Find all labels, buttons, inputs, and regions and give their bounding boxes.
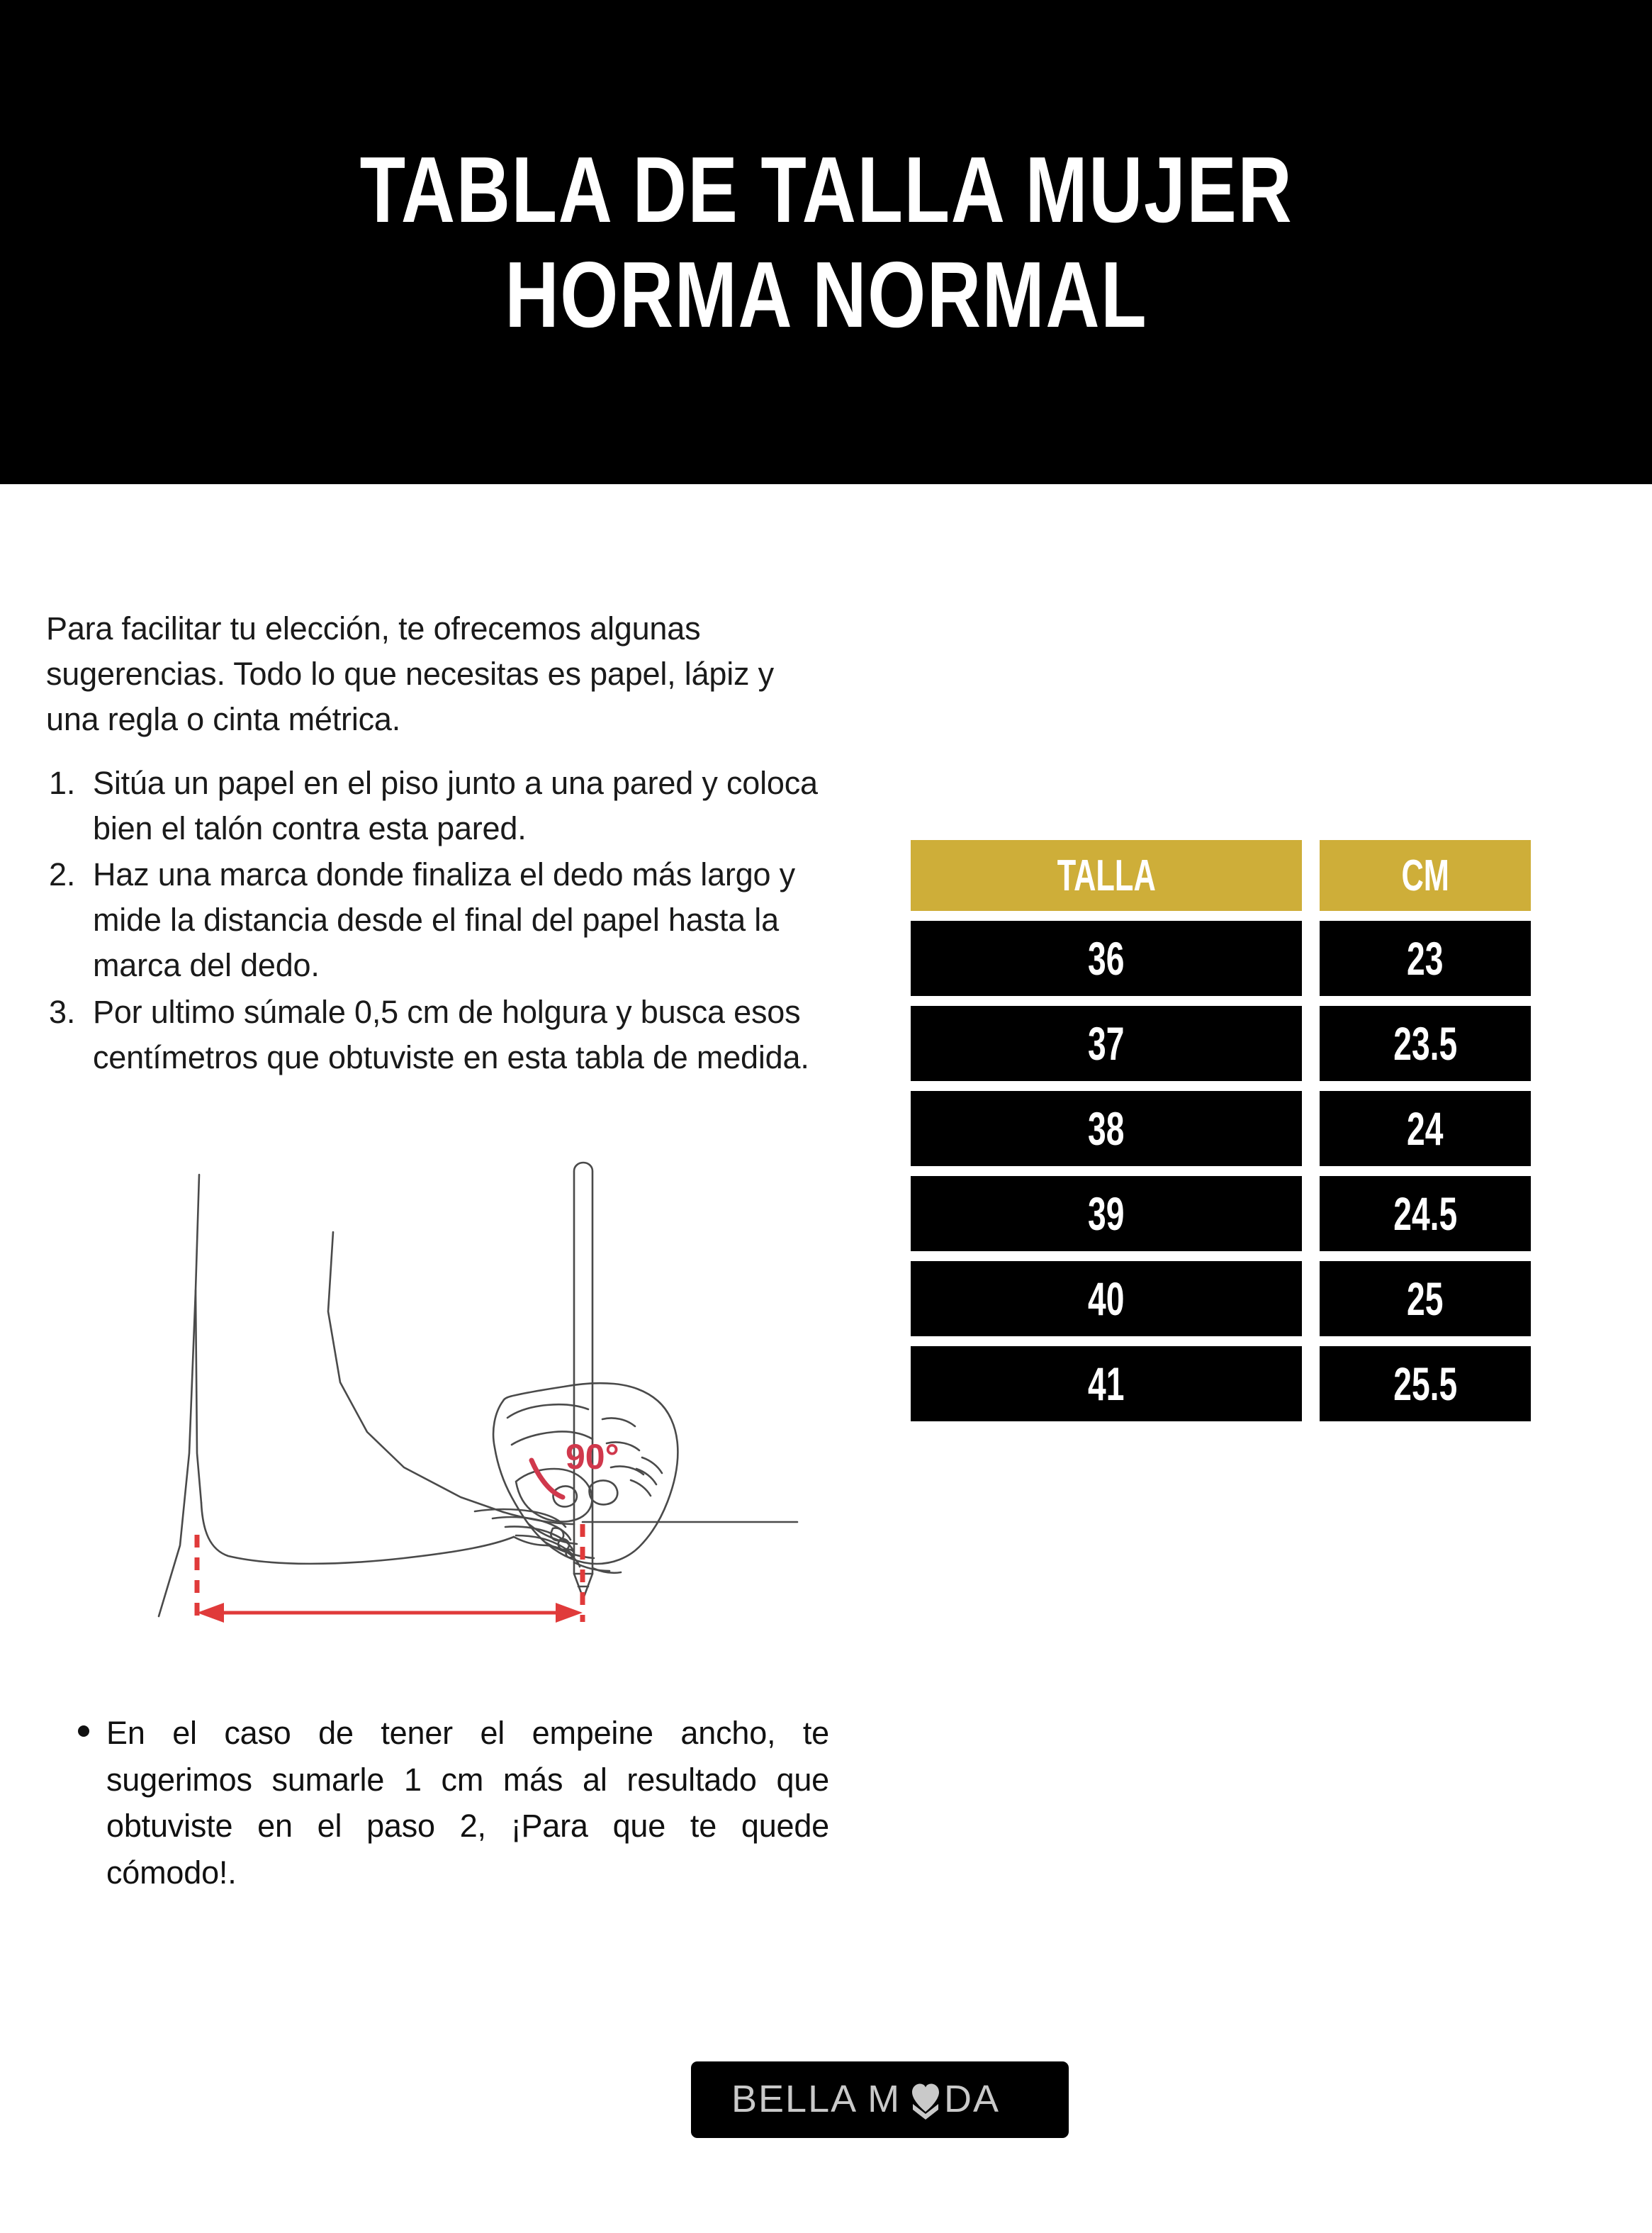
step-item-2: Haz una marca donde finaliza el dedo más largo y mide la distancia desde el final del papel hasta la marca del dedo.	[93, 856, 795, 984]
svg-text:90°: 90°	[566, 1437, 619, 1477]
cell-talla: 40	[911, 1261, 1302, 1336]
cell-talla: 39	[911, 1176, 1302, 1251]
table-header-row	[911, 840, 1531, 911]
intro-paragraph: Para facilitar tu elección, te ofrecemos algunas sugerencias. Todo lo que necesitas es papel, lápiz y una regla o cinta métrica.	[46, 610, 774, 737]
heart-icon	[912, 2084, 939, 2120]
instructions-column	[46, 606, 861, 1082]
cell-cm: 25.5	[1320, 1346, 1531, 1421]
wide-instep-note	[78, 1710, 843, 1896]
angle-annotation	[532, 1437, 619, 1497]
table-row	[911, 1006, 1531, 1081]
cell-talla: 41	[911, 1346, 1302, 1421]
table-row	[911, 921, 1531, 996]
cell-cm: 24.5	[1320, 1176, 1531, 1251]
table-row	[911, 1091, 1531, 1166]
cell-cm: 25	[1320, 1261, 1531, 1336]
page-title-line-1: TABLA DE TALLA MUJER	[359, 137, 1293, 242]
bullet-point-icon	[78, 1725, 89, 1737]
step-item-1: Sitúa un papel en el piso junto a una pared y coloca bien el talón contra esta pared.	[93, 764, 818, 846]
table-row	[911, 1346, 1531, 1421]
column-header-cm: CM	[1320, 840, 1531, 911]
note-text: En el caso de tener el empeine ancho, te sugerimos sumarle 1 cm más al resultado que obtuviste en el paso 2, ¡Para que te quede cómodo!.	[106, 1715, 829, 1891]
header-band	[0, 0, 1652, 484]
measure-arrow	[197, 1524, 583, 1623]
bella-moda-logo	[731, 2075, 1029, 2125]
cell-talla: 37	[911, 1006, 1302, 1081]
steps-list	[46, 761, 861, 1080]
cell-cm: 23	[1320, 921, 1531, 996]
page-title-line-2: HORMA NORMAL	[505, 242, 1147, 347]
logo-text-right: DA	[943, 2078, 1000, 2120]
cell-cm: 24	[1320, 1091, 1531, 1166]
table-row	[911, 1261, 1531, 1336]
logo-text-left: BELLA M	[731, 2078, 901, 2120]
step-item-3: Por ultimo súmale 0,5 cm de holgura y busca esos centímetros que obtuviste en esta tabla de medida.	[93, 994, 809, 1076]
cell-cm: 23.5	[1320, 1006, 1531, 1081]
cell-talla: 38	[911, 1091, 1302, 1166]
foot-measurement-illustration	[106, 1148, 822, 1652]
size-table	[911, 840, 1531, 1421]
cell-talla: 36	[911, 921, 1302, 996]
column-header-talla: TALLA	[911, 840, 1302, 911]
table-row	[911, 1176, 1531, 1251]
brand-logo-badge	[691, 2061, 1069, 2138]
